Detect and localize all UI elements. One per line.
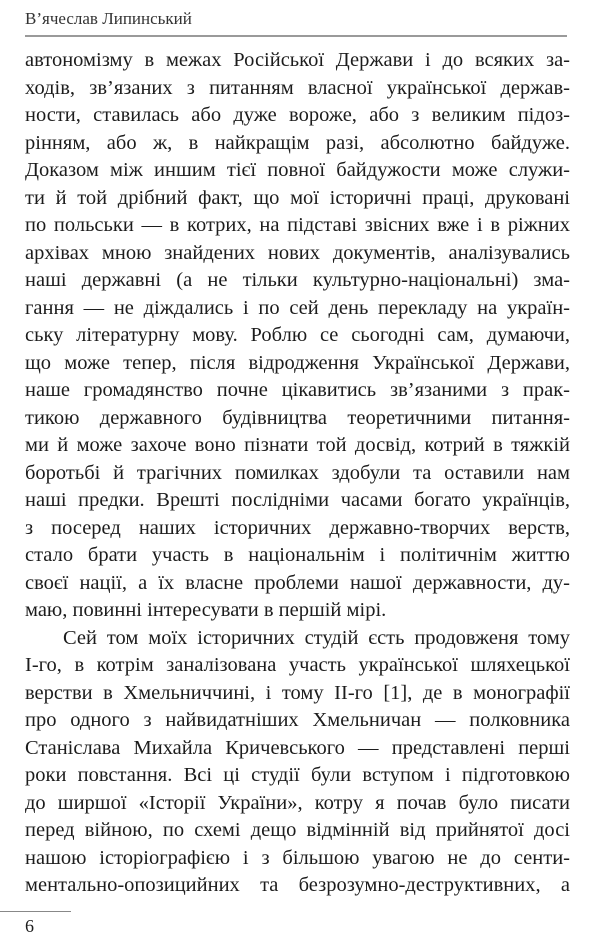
text-line: гання — не діждались і по сей день перекладу на україн- (25, 296, 570, 319)
text-line: Сей том моїх історичних студій єсть продовженя тому (63, 626, 570, 649)
running-head-author: В’ячеслав Липинський (25, 9, 192, 28)
text-line: до ширшої «Історії України», котру я почав було писати (25, 791, 570, 814)
text-line: боротьбі й трагічних помилках здобули та оставили нам (25, 461, 570, 484)
text-line: тикою державного будівництва теоретичними питання- (25, 406, 570, 429)
text-line: Доказом між иншим тієї повної байдужости може служи- (25, 159, 570, 181)
page-body (25, 47, 570, 900)
text-line: верстви в Хмельниччині, і тому ІІ-го [1], де в монографії (25, 681, 570, 704)
text-line: маю, повинні інтересувати в першій мірі. (25, 599, 387, 621)
text-line: ментально-опозицийних та безрозумно-деструктивних, а (25, 874, 570, 896)
text-line: автономізму в межах Російської Держави і до всяких за- (25, 49, 570, 71)
text-line: наші державні (а не тільки культурно-національні) зма- (25, 269, 570, 291)
text-line: рінням, або ж, в найкращім разі, абсолютно байдуже. (25, 131, 570, 154)
text-line: роки повстання. Всі ці студії були вступом і підготовкою (25, 764, 570, 786)
text-line: по польськи — в котрих, на підставі звісних вже і в ріжних (25, 214, 570, 236)
footer-rule (0, 911, 71, 912)
text-line: стало брати участь в національнім і політичнім життю (25, 544, 570, 566)
text-line: про одного з найвидатніших Хмельничан — полковника (25, 709, 570, 731)
text-line: своєї нації, а їх власне проблеми нашої державности, ду- (25, 571, 570, 594)
text-line: Станіслава Михайла Кричевського — представлені перші (25, 736, 570, 759)
text-line: ську літературну мову. Роблю се сьогодні сам, думаючи, (25, 324, 570, 346)
text-line: архівах мною знайдених нових документів, аналізувались (25, 241, 570, 264)
text-line: що може тепер, після відродження Української Держави, (25, 351, 570, 374)
text-line: з посеред наших історичних державно-творчих верств, (25, 516, 570, 539)
text-line: нашою історіографією і з більшою увагою не до сенти- (25, 846, 570, 869)
header-rule (25, 35, 567, 37)
text-line: наше громадянство почне цікавитись зв’язаними з прак- (25, 379, 570, 401)
text-line: І-го, в котрім заналізована участь української шляхецької (25, 654, 570, 676)
text-line: наші предки. Врешті послідніми часами богато українців, (25, 489, 570, 511)
text-line: ми й може захоче воно пізнати той досвід, котрий в тяжкій (25, 434, 570, 456)
text-line: ходів, зв’язаних з питанням власної української держав- (25, 76, 570, 99)
text-line: перед війною, по схемі дещо відмінній від прийнятої досі (25, 819, 570, 841)
text-line: ности, ставилась або дуже вороже, або з великим підоз- (25, 104, 570, 126)
text-line: ти й той дрібний факт, що мої історичні праці, друковані (25, 186, 570, 209)
page-number: 6 (25, 916, 34, 936)
